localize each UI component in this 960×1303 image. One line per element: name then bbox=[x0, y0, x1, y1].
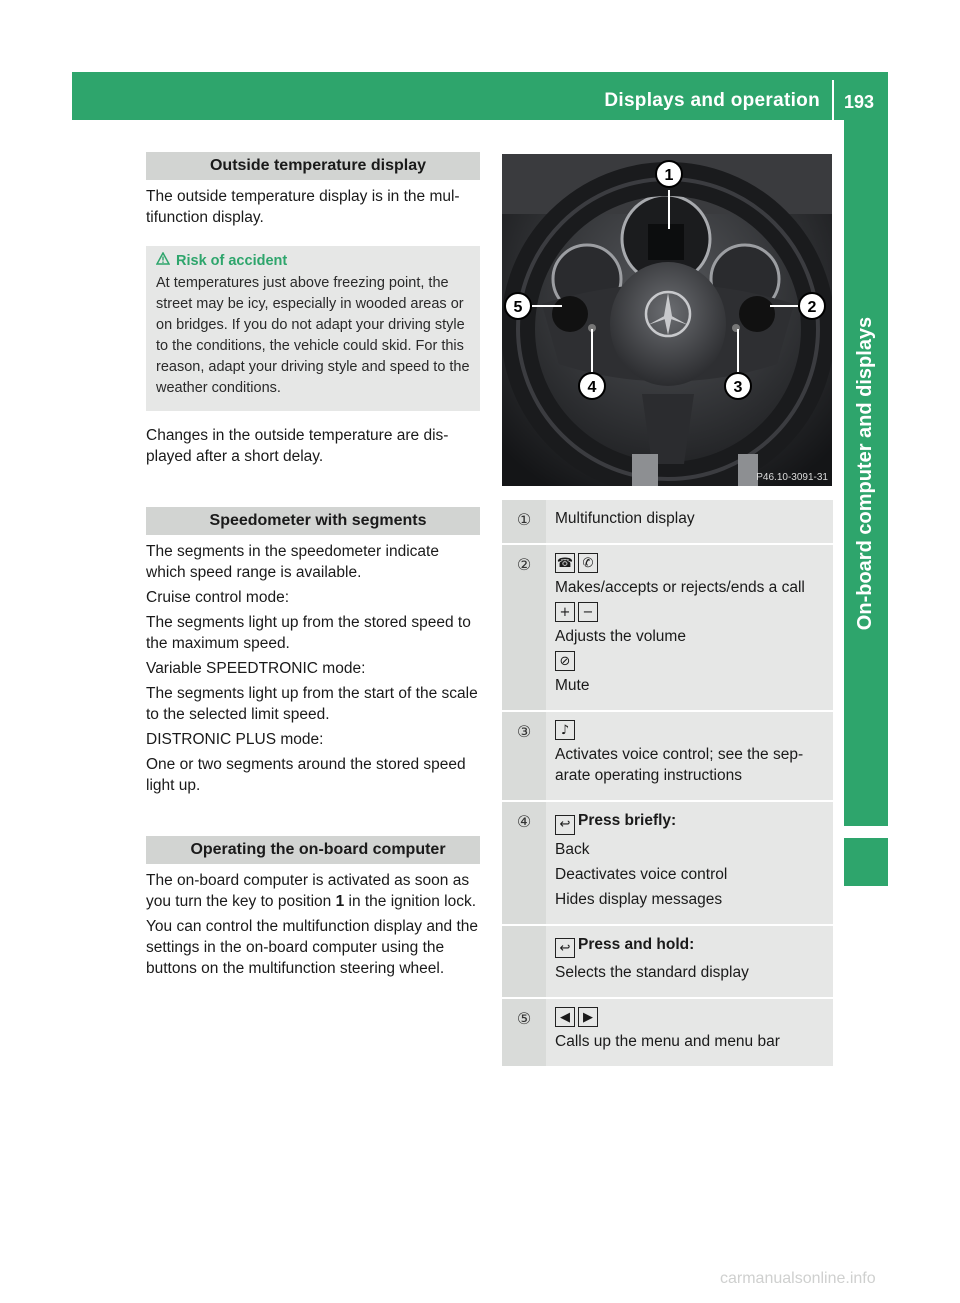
warning-text: At temperatures just above freezing point, the street may be icy, especially in wooded areas or on bridges. If you do not adapt your driving style to the conditions, the vehicle could skid. For this reason, adapt your driving style and speed to the weather conditions. bbox=[156, 275, 470, 396]
legend-row: ↩ Press and hold: Selects the standard display bbox=[502, 926, 833, 998]
back-icon: ↩ bbox=[555, 938, 575, 958]
legend-text: Calls up the menu and menu bar bbox=[555, 1033, 780, 1050]
legend-number: ⑤ bbox=[502, 999, 546, 1066]
legend-text: Deactivates voice control bbox=[555, 865, 728, 883]
svg-text:5: 5 bbox=[513, 299, 523, 316]
volume-up-icon: + bbox=[555, 602, 575, 622]
legend-row bbox=[502, 999, 833, 1066]
chapter-marker bbox=[844, 838, 888, 886]
legend-number: ① bbox=[502, 500, 546, 543]
svg-text:1: 1 bbox=[664, 167, 674, 184]
section-heading-outside-temp: Outside temperature display bbox=[146, 152, 480, 180]
chapter-tab-label: On-board computer and displays bbox=[854, 316, 877, 630]
paragraph: Changes in the outside temperature are dis-played after a short delay. bbox=[146, 427, 449, 465]
legend-number: ② bbox=[502, 545, 546, 710]
legend-text: Selects the standard display bbox=[555, 964, 749, 981]
svg-text:3: 3 bbox=[733, 379, 743, 396]
legend-number: ④ bbox=[502, 802, 546, 924]
paragraph: Variable SPEEDTRONIC mode: bbox=[146, 660, 366, 677]
legend-table bbox=[502, 500, 833, 1068]
legend-number: ③ bbox=[502, 712, 546, 800]
callout-1 bbox=[656, 161, 682, 187]
voice-control-icon: ♪ bbox=[555, 720, 575, 740]
steering-wheel-photo bbox=[502, 154, 832, 486]
legend-row bbox=[502, 545, 833, 710]
paragraph: The on-board computer is activated as soon as you turn the key to position 1 in the ignition lock. bbox=[146, 872, 477, 910]
paragraph: The segments in the speedometer indicate which speed range is available. bbox=[146, 543, 439, 581]
section-heading-speedometer: Speedometer with segments bbox=[146, 507, 480, 535]
legend-row bbox=[502, 500, 833, 543]
warning-box bbox=[146, 246, 480, 411]
chapter-tab bbox=[844, 120, 888, 826]
warning-triangle-icon bbox=[156, 252, 170, 269]
paragraph: One or two segments around the stored speed light up. bbox=[146, 756, 466, 794]
paragraph: You can control the multifunction display and the settings in the on-board computer using the buttons on the multifunction steering wheel. bbox=[146, 918, 479, 977]
accept-call-icon: ✆ bbox=[578, 553, 598, 573]
legend-text: Activates voice control; see the sep-arate operating instructions bbox=[555, 746, 804, 784]
legend-text: Back bbox=[555, 840, 590, 858]
warning-title: Risk of accident bbox=[156, 252, 473, 269]
end-call-icon: ☎ bbox=[555, 553, 575, 573]
left-column bbox=[146, 152, 480, 983]
arrow-left-icon: ◀ bbox=[555, 1007, 575, 1027]
legend-text: Makes/accepts or rejects/ends a call bbox=[555, 579, 805, 596]
photo-caption: P46.10-3091-31 bbox=[756, 472, 828, 483]
paragraph: Cruise control mode: bbox=[146, 589, 290, 606]
legend-text: Mute bbox=[555, 677, 590, 694]
paragraph: DISTRONIC PLUS mode: bbox=[146, 731, 324, 748]
legend-row bbox=[502, 712, 833, 800]
section-heading-onboard-computer: Operating the on-board computer bbox=[146, 836, 480, 864]
legend-text: Multifunction display bbox=[555, 510, 695, 527]
paragraph: The outside temperature display is in the mul-tifunction display. bbox=[146, 188, 460, 226]
legend-text: Adjusts the volume bbox=[555, 628, 686, 645]
page-number: 193 bbox=[844, 92, 875, 112]
paragraph: The segments light up from the start of the scale to the selected limit speed. bbox=[146, 685, 478, 723]
header-divider bbox=[832, 80, 834, 120]
mute-icon: ⊘ bbox=[555, 651, 575, 671]
arrow-right-icon: ▶ bbox=[578, 1007, 598, 1027]
legend-row: ④ ↩ Press briefly: Back Deactivates voice control Hides display messages bbox=[502, 802, 833, 924]
callout-3 bbox=[725, 373, 751, 399]
legend-text: Hides display messages bbox=[555, 890, 723, 908]
svg-text:4: 4 bbox=[587, 379, 597, 396]
callout-4 bbox=[579, 373, 605, 399]
page-title: Displays and operation bbox=[604, 90, 820, 111]
watermark: carmanualsonline.info bbox=[720, 1270, 876, 1287]
volume-down-icon: − bbox=[578, 602, 598, 622]
back-icon: ↩ bbox=[555, 815, 575, 835]
callout-5 bbox=[505, 293, 531, 319]
svg-text:2: 2 bbox=[807, 299, 817, 316]
callout-2 bbox=[799, 293, 825, 319]
paragraph: The segments light up from the stored speed to the maximum speed. bbox=[146, 614, 471, 652]
